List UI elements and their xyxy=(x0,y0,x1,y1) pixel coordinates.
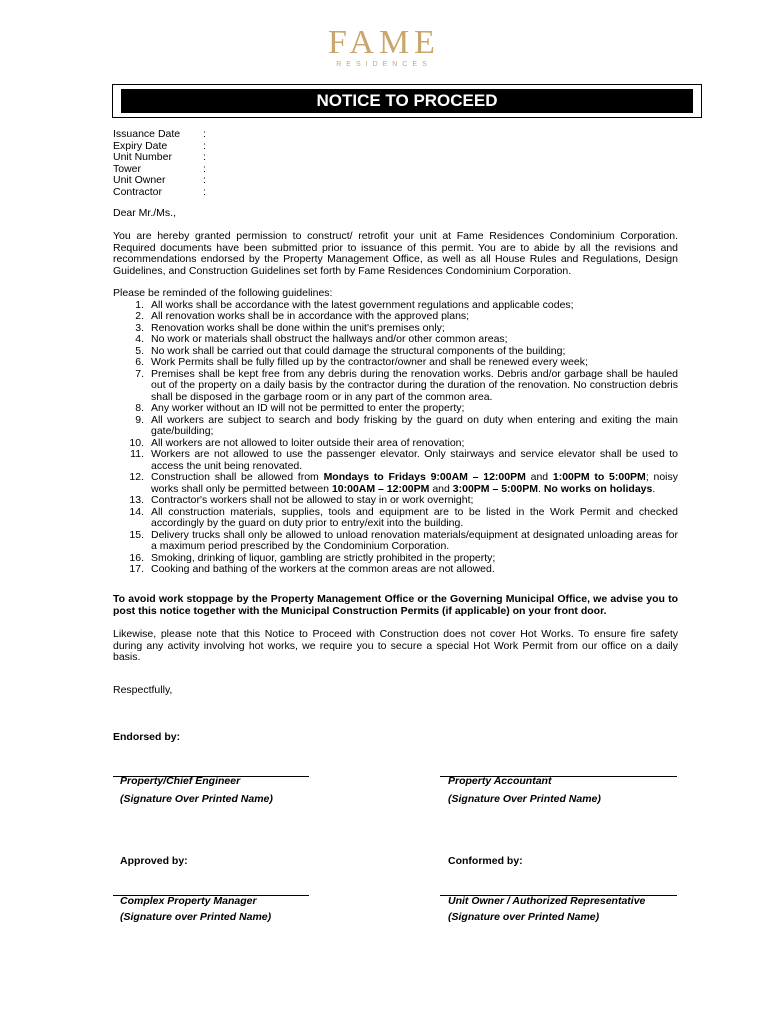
guideline-text: Smoking, drinking of liquor, gambling are strictly prohibited in the property; xyxy=(151,551,496,564)
field-label: Tower xyxy=(113,162,142,175)
guidelines-section xyxy=(113,288,678,576)
guideline-text: All works shall be accordance with the latest government regulations and applicable codes; xyxy=(151,298,574,311)
field-unit-owner xyxy=(113,175,213,187)
guideline-text-part: . xyxy=(537,482,544,495)
field-issuance-date xyxy=(113,129,213,141)
no-works-holidays: No works on holidays xyxy=(543,482,653,495)
guideline-text: All construction materials, supplies, tools and equipment are to be listed in the Work Permit and checked accordingly by the guard on duty prior to entry/exit into the building. xyxy=(151,505,678,529)
field-label: Unit Number xyxy=(113,151,172,163)
guideline-item xyxy=(113,334,678,346)
logo-subtitle: RESIDENCES xyxy=(336,61,432,68)
title-frame xyxy=(112,84,702,118)
guideline-number: 2. xyxy=(135,310,144,322)
field-colon: : xyxy=(203,174,206,186)
hot-works-note: Likewise, please note that this Notice to Proceed with Construction does not cover Hot Works. To ensure fire safety during any activity involving hot works, we require you to secure a special Hot Work Permit from our office on a daily basis. xyxy=(113,628,678,663)
guideline-number: 8. xyxy=(135,402,144,414)
manager-signature-note: (Signature over Printed Name) xyxy=(120,911,272,923)
noisy-works-afternoon: 3:00PM – 5:00PM xyxy=(452,482,538,495)
guideline-text: Delivery trucks shall only be allowed to unload renovation materials/equipment at designated unloading areas for a maximum period prescribed by the Condominium Corporation. xyxy=(151,528,678,552)
guideline-number: 4. xyxy=(135,333,144,345)
guideline-text: Work Permits shall be fully filled up by the contractor/owner and shall be renewed every week; xyxy=(151,356,588,368)
guideline-number: 6. xyxy=(135,356,144,368)
construction-days-hours: Mondays to Fridays 9:00AM – 12:00PM xyxy=(323,471,526,483)
field-colon: : xyxy=(203,139,206,152)
engineer-signature-note: (Signature Over Printed Name) xyxy=(120,793,273,805)
guideline-text: Premises shall be kept free from any debris during the renovation works. Debris and/or garbage shall be hauled out of the property on a daily basis by the contractor during the duration of the renovation. No construction debris shall be disposed in the garbage room or in any part of the common area. xyxy=(151,367,678,403)
guideline-number: 17. xyxy=(129,563,144,575)
guideline-item xyxy=(113,311,678,323)
afternoon-hours: 1:00PM to 5:00PM xyxy=(552,471,646,483)
field-label: Unit Owner xyxy=(113,174,166,186)
accountant-role: Property Accountant xyxy=(448,775,552,787)
field-colon: : xyxy=(203,162,206,175)
guideline-text-part: Construction shall be allowed from xyxy=(151,471,324,483)
guideline-text-part: . xyxy=(652,482,656,495)
guidelines-intro: Please be reminded of the following guidelines: xyxy=(113,287,333,299)
guideline-number: 16. xyxy=(129,551,144,564)
logo-wordmark: FAME xyxy=(328,24,440,61)
guideline-text: No work or materials shall obstruct the hallways and/or other common areas; xyxy=(151,333,508,345)
guideline-item xyxy=(113,415,678,438)
guideline-item-schedule xyxy=(113,472,678,495)
guideline-text: Contractor's workers shall not be allowed to stay in or work overnight; xyxy=(151,494,474,506)
guideline-number: 3. xyxy=(135,321,144,334)
guideline-number: 7. xyxy=(135,367,144,380)
guideline-number: 10. xyxy=(129,436,144,449)
owner-signature-note: (Signature over Printed Name) xyxy=(448,911,600,923)
guideline-number: 13. xyxy=(129,494,144,506)
field-label: Issuance Date xyxy=(113,128,181,140)
guideline-number: 12. xyxy=(129,471,144,483)
guideline-text: Cooking and bathing of the workers at the common areas are not allowed. xyxy=(151,563,495,575)
guideline-item xyxy=(113,369,678,404)
owner-role: Unit Owner / Authorized Representative xyxy=(448,895,646,907)
field-label: Expiry Date xyxy=(113,139,168,152)
guideline-number: 5. xyxy=(135,344,144,357)
guideline-number: 1. xyxy=(135,298,144,311)
field-unit-number xyxy=(113,152,213,164)
noisy-works-morning: 10:00AM – 12:00PM xyxy=(331,482,430,495)
manager-role: Complex Property Manager xyxy=(120,895,257,907)
field-colon: : xyxy=(203,151,206,163)
guideline-item xyxy=(113,507,678,530)
guideline-item xyxy=(113,495,678,507)
guideline-number: 14. xyxy=(129,505,144,518)
header-fields xyxy=(113,129,213,198)
guideline-text: All workers are subject to search and body frisking by the guard on duty when entering and exiting the main gate/building; xyxy=(151,413,678,437)
guideline-text: All workers are not allowed to loiter outside their area of renovation; xyxy=(151,436,465,449)
intro-paragraph: You are hereby granted permission to construct/ retrofit your unit at Fame Residences Condominium Corporation. Required documents have been submitted prior to issuance of this permit. You are to abide by all the revisions and recommendations endorsed by the Property Management Office, as well as all House Rules and Regulations, Design Guidelines, and Construction Guidelines set forth by Fame Residences Condominium Corporation. xyxy=(113,230,678,277)
guideline-item xyxy=(113,449,678,472)
guideline-text-part: ; noisy works shall only be permitted between xyxy=(151,471,678,495)
guideline-number: 11. xyxy=(130,448,144,460)
work-stoppage-note: To avoid work stoppage by the Property Management Office or the Governing Municipal Office, we advise you to post this notice together with the Municipal Construction Permits (if applicable) on your front door. xyxy=(113,593,678,617)
engineer-role: Property/Chief Engineer xyxy=(120,775,241,787)
guideline-item xyxy=(113,357,678,369)
closing: Respectfully, xyxy=(113,684,173,696)
guideline-text-part: and xyxy=(525,471,553,483)
approved-by-label: Approved by: xyxy=(120,855,188,867)
guideline-text: Any worker without an ID will not be permitted to enter the property; xyxy=(151,402,465,414)
accountant-signature-note: (Signature Over Printed Name) xyxy=(448,793,601,805)
guideline-text-part: and xyxy=(429,482,453,495)
document-title: NOTICE TO PROCEED xyxy=(121,89,693,113)
field-contractor xyxy=(113,187,213,199)
field-colon: : xyxy=(203,128,206,140)
endorsed-by-label: Endorsed by: xyxy=(113,731,181,743)
conformed-by-label: Conformed by: xyxy=(448,855,523,867)
guideline-number: 9. xyxy=(135,413,144,426)
guideline-item xyxy=(113,564,678,576)
guideline-text: No work shall be carried out that could damage the structural components of the building; xyxy=(151,344,566,357)
guideline-item xyxy=(113,403,678,415)
guideline-text: Renovation works shall be done within the unit's premises only; xyxy=(151,321,445,334)
guideline-text: All renovation works shall be in accordance with the approved plans; xyxy=(151,310,470,322)
guideline-number: 15. xyxy=(129,528,144,541)
field-colon: : xyxy=(203,185,206,198)
guideline-text xyxy=(151,472,678,495)
field-label: Contractor xyxy=(113,185,163,198)
salutation: Dear Mr./Ms., xyxy=(113,207,177,219)
guideline-item xyxy=(113,530,678,553)
guideline-text: Workers are not allowed to use the passenger elevator. Only stairways and service elevator shall be used to access the unit being renovated. xyxy=(151,448,678,472)
fame-residences-logo xyxy=(0,26,768,68)
